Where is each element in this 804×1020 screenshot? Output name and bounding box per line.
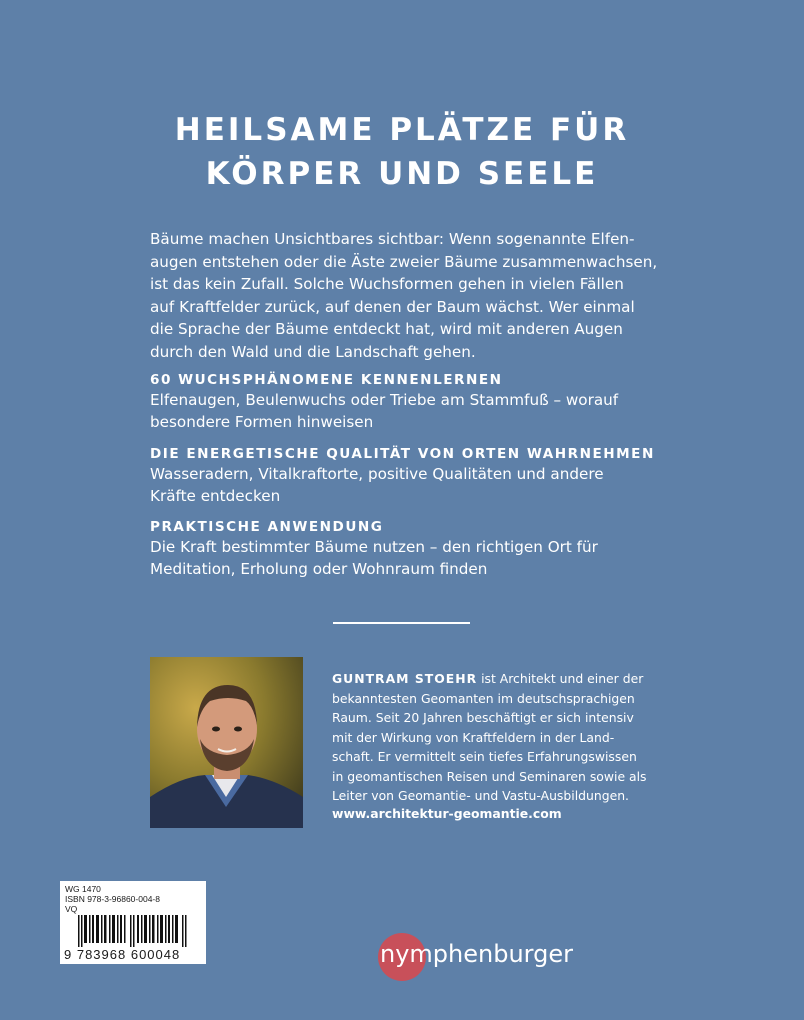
section-divider bbox=[333, 622, 470, 624]
author-bio-line bbox=[332, 669, 662, 689]
author-bio-line: schaft. Er vermittelt sein tiefes Erfahrungswissen bbox=[332, 749, 637, 764]
publisher-logo bbox=[378, 933, 578, 981]
isbn-meta bbox=[65, 884, 160, 914]
intro-line: die Sprache der Bäume entdeckt hat, wird mit anderen Augen bbox=[150, 320, 623, 338]
barcode-digits: 9 783968 600048 bbox=[64, 947, 181, 962]
headline bbox=[0, 108, 804, 196]
feature-text-line: Meditation, Erholung oder Wohnraum finden bbox=[150, 559, 488, 578]
vq-code: VQ bbox=[65, 904, 78, 914]
author-bio bbox=[332, 669, 662, 806]
author-photo bbox=[150, 657, 303, 828]
intro-line: ist das kein Zufall. Solche Wuchsformen gehen in vielen Fällen bbox=[150, 275, 624, 293]
intro-line: Bäume machen Unsichtbares sichtbar: Wenn sogenannte Elfen- bbox=[150, 230, 635, 248]
feature-text bbox=[150, 464, 690, 507]
intro-line: auf Kraftfelder zurück, auf denen der Baum wächst. Wer einmal bbox=[150, 297, 635, 316]
feature-text-line: Elfenaugen, Beulenwuchs oder Triebe am Stammfuß – worauf bbox=[150, 391, 619, 409]
author-website-link[interactable]: www.architektur-geomantie.com bbox=[332, 806, 562, 821]
wg-code: WG 1470 bbox=[65, 884, 101, 894]
isbn-number: ISBN 978-3-96860-004-8 bbox=[65, 894, 160, 904]
intro-line: durch den Wald und die Landschaft gehen. bbox=[150, 342, 476, 361]
headline-line-1: HEILSAME PLÄTZE FÜR bbox=[174, 112, 630, 148]
intro-line: augen entstehen oder die Äste zweier Bäume zusammenwachsen, bbox=[150, 252, 658, 271]
publisher-logo-text: nymphenburger bbox=[380, 940, 573, 968]
feature-title: 60 WUCHSPHÄNOMENE KENNENLERNEN bbox=[150, 372, 503, 388]
author-bio-line: bekanntesten Geomanten im deutschsprachigen bbox=[332, 690, 635, 706]
feature-growth-phenomena bbox=[150, 370, 690, 433]
feature-text-line: Kräfte entdecken bbox=[150, 486, 281, 505]
feature-energetic-quality bbox=[150, 444, 690, 507]
barcode-graphic bbox=[78, 915, 188, 947]
isbn-barcode-label bbox=[60, 881, 206, 964]
headline-line-2: KÖRPER UND SEELE bbox=[205, 156, 599, 192]
feature-text-line: Die Kraft bestimmter Bäume nutzen – den richtigen Ort für bbox=[150, 538, 598, 556]
feature-title: DIE ENERGETISCHE QUALITÄT VON ORTEN WAHRNEHMEN bbox=[150, 446, 655, 462]
feature-text bbox=[150, 390, 690, 433]
author-bio-line: mit der Wirkung von Kraftfeldern in der Land- bbox=[332, 729, 615, 745]
feature-text bbox=[150, 537, 690, 580]
author-bio-line: Leiter von Geomantie- und Vastu-Ausbildungen. bbox=[332, 788, 629, 803]
author-bio-text: ist Architekt und einer der bbox=[477, 671, 644, 686]
feature-practical-application bbox=[150, 517, 690, 580]
author-bio-line: Raum. Seit 20 Jahren beschäftigt er sich intensiv bbox=[332, 710, 634, 725]
feature-text-line: Wasseradern, Vitalkraftorte, positive Qualitäten und andere bbox=[150, 465, 604, 483]
author-name: GUNTRAM STOEHR bbox=[332, 671, 478, 686]
feature-title: PRAKTISCHE ANWENDUNG bbox=[150, 519, 384, 535]
author-bio-line: in geomantischen Reisen und Seminaren sowie als bbox=[332, 768, 647, 784]
intro-paragraph bbox=[150, 228, 670, 363]
feature-text-line: besondere Formen hinweisen bbox=[150, 412, 374, 431]
author-portrait-illustration bbox=[150, 657, 303, 828]
